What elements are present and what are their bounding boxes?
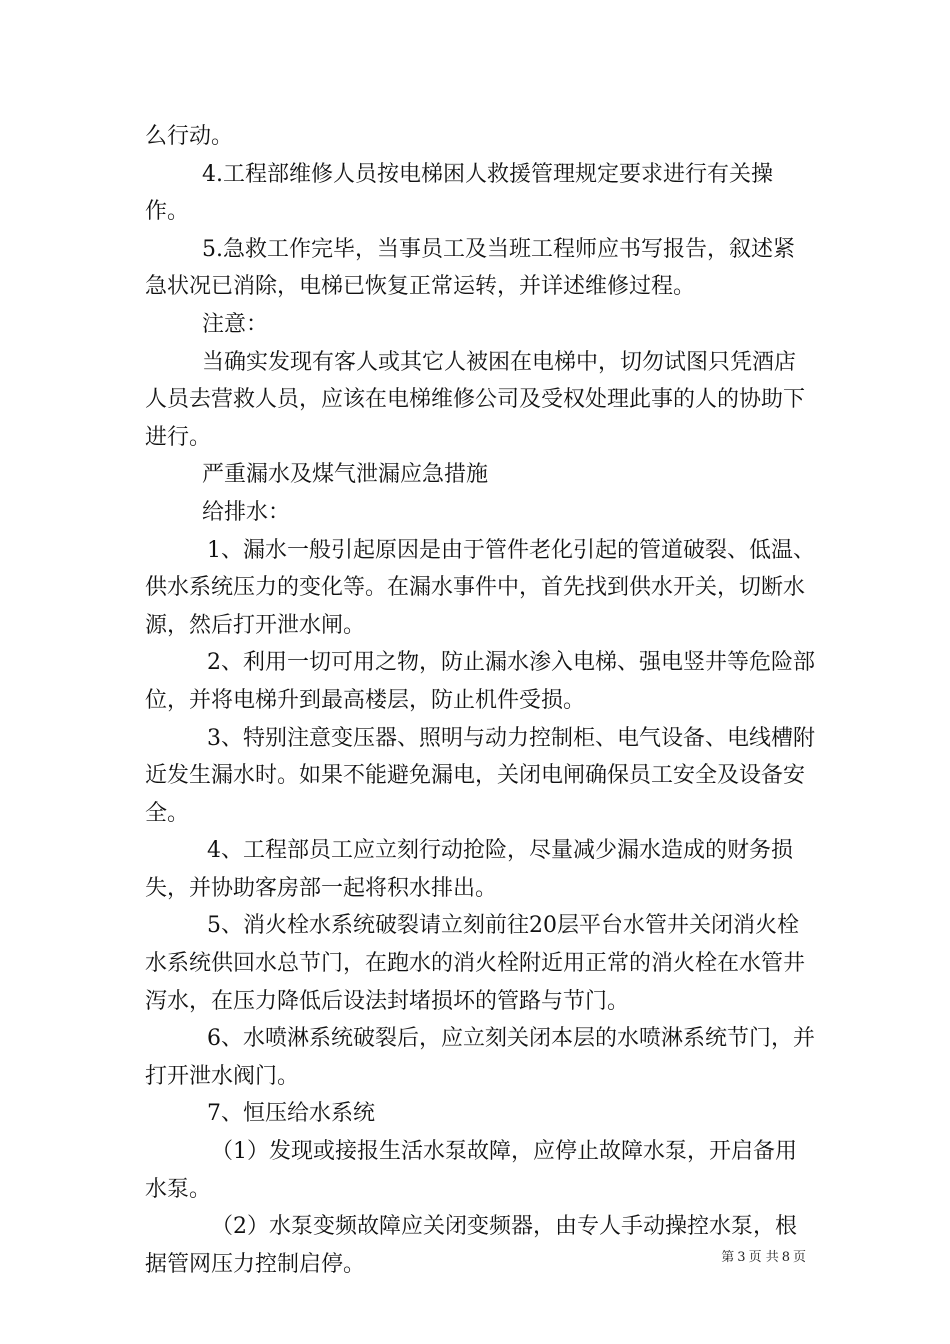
paragraph-continuation: 么行动。 [145, 124, 234, 149]
paragraph-note-heading: 注意： [202, 311, 269, 337]
footer-page-number: 3 [737, 1250, 746, 1265]
paragraph-item-4: 4.工程部维修人员按电梯困人救援管理规定要求进行有关操作。 [145, 161, 773, 225]
paragraph-water-2: 2、利用一切可用之物，防止漏水渗入电梯、强电竖井等危险部位，并将电梯升到最高楼层，防止机件受损。 [145, 650, 815, 713]
subsection-heading: 给排水： [202, 499, 291, 525]
paragraph-note-body: 当确实发现有客人或其它人被困在电梯中，切勿试图只凭酒店人员去营救人员，应该在电梯维修公司及受权处理此事的人的协助下进行。 [145, 349, 806, 450]
paragraph-water-5: 5、消火栓水系统破裂请立刻前往20层平台水管井关闭消火栓水系统供回水总节门，在跑水的消火栓附近用正常的消火栓在水管井泻水，在压力降低后设法封堵损坏的管路与节门。 [145, 913, 806, 1014]
footer-page-total: 8 [781, 1250, 790, 1265]
paragraph-water-6: 6、水喷淋系统破裂后，应立刻关闭本层的水喷淋系统节门，并打开泄水阀门。 [145, 1026, 815, 1089]
page-footer [721, 1246, 806, 1265]
footer-page-suffix: 页 [792, 1250, 806, 1265]
paragraph-water-4: 4、工程部员工应立刻行动抢险，尽量减少漏水造成的财务损失，并协助客房部一起将积水排出。 [145, 838, 793, 901]
document-body [145, 118, 815, 1283]
paragraph-water-7: 7、恒压给水系统 [207, 1101, 375, 1127]
paragraph-water-3: 3、特别注意变压器、照明与动力控制柜、电气设备、电线槽附近发生漏水时。如果不能避免漏电，关闭电闸确保员工安全及设备安全。 [145, 725, 815, 826]
paragraph-water-1: 1、漏水一般引起原因是由于管件老化引起的管道破裂、低温、供水系统压力的变化等。在漏水事件中，首先找到供水开关，切断水源，然后打开泄水闸。 [145, 537, 815, 638]
footer-page-prefix: 第 [721, 1250, 735, 1265]
section-heading: 严重漏水及煤气泄漏应急措施 [202, 462, 489, 488]
paragraph-water-7-1: （1）发现或接报生活水泵故障，应停止故障水泵，开启备用水泵。 [145, 1139, 797, 1202]
paragraph-item-5: 5.急救工作完毕，当事员工及当班工程师应书写报告，叙述紧急状况已消除，电梯已恢复正常运转，并详述维修过程。 [145, 236, 795, 300]
paragraph-water-7-2: （2）水泵变频故障应关闭变频器，由专人手动操控水泵，根据管网压力控制启停。 [145, 1214, 797, 1277]
footer-page-middle: 页 共 [748, 1250, 779, 1265]
